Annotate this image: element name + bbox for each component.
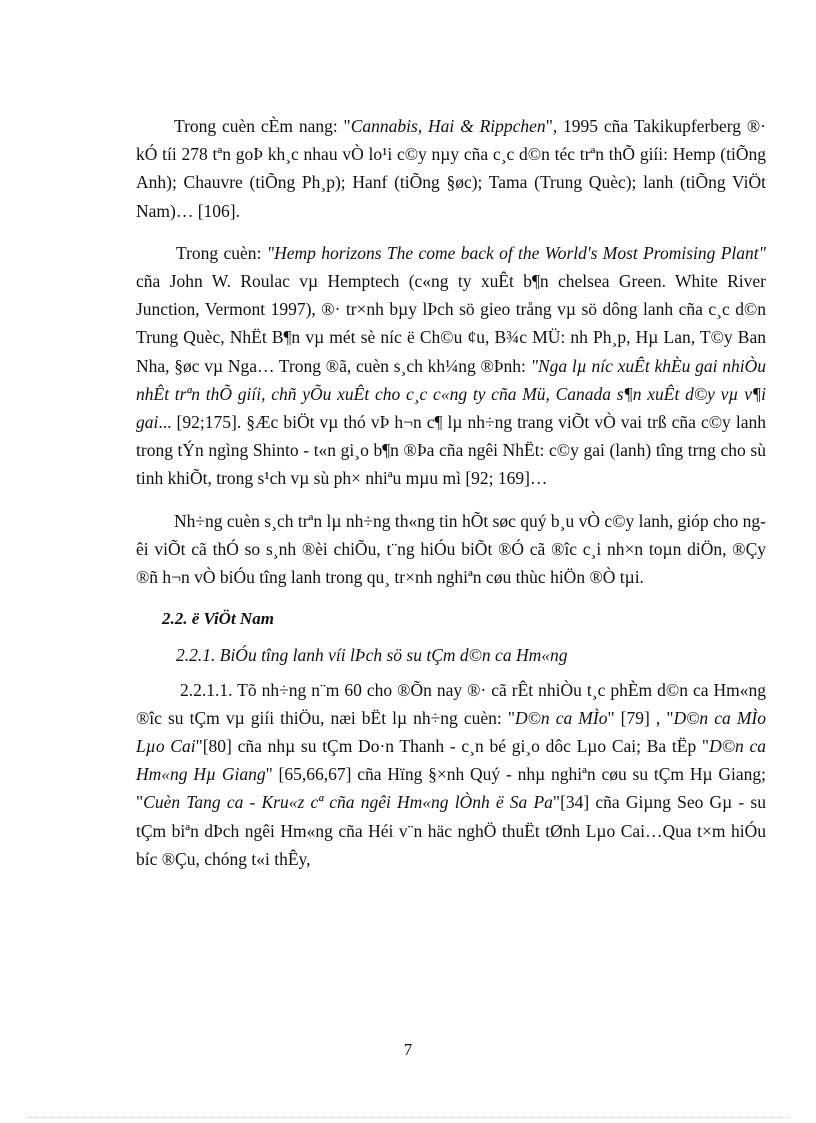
text-run: 2.2.1.1. Tõ nh÷ng n¨m 60 cho ®Õn nay ®· cã rÊt nhiÒu t¸c phÈm d©n ca Hm«ng ®îc su tÇm vµ giíi thiÖu, næi bËt lµ nh÷ng cuèn: " bbox=[136, 679, 766, 728]
book-title: D©n ca MÌo bbox=[514, 707, 608, 728]
book-title: D©n ca MÌo Lµo Cai bbox=[136, 707, 766, 757]
paragraph-1 bbox=[136, 112, 766, 225]
subsection-heading: 2.2.1. BiÓu tîng lanh víi lÞch sö su tÇm d©n ca Hm«ng bbox=[176, 645, 568, 666]
text-run: "[34] cña Giµng Seo Gµ - su tÇm biªn dÞch ngêi Hm«ng cña Héi v¨n häc nghÖ thuËt tØnh Lµo Cai…Qua t×m hiÓu bíc ®Çu, chóng t«i thÊy, bbox=[136, 792, 766, 869]
quotation: "Nga lµ níc xuÊt khÈu gai nhiÒu nhÊt trªn thÕ giíi, chñ yÕu xuÊt cho c¸c c«ng ty cña Mü, Canada s¶n xuÊt d©y vµ v¶i gai bbox=[136, 355, 766, 433]
text-run: Trong cuèn cÈm nang: " bbox=[174, 116, 351, 136]
paragraph-3: Nh÷ng cuèn s¸ch trªn lµ nh÷ng th«ng tin hÕt søc quý b¸u vÒ c©y lanh, gióp cho ngêi viÕt cã thÓ so s¸nh ®èi chiÕu, t¨ng hiÓu biÕt ®Ó cã ®îc c¸i nh×n toµn diÖn, ®Çy ®ñ h¬n vÒ biÓu tîng lanh trong qu¸ tr×nh nghiªn cøu thùc hiÖn ®Ò tµi. bbox=[136, 510, 766, 588]
text-run: "[80] cña nhµ su tÇm Do·n Thanh - c¸n bé gi¸o dôc Lµo Cai; Ba tËp " bbox=[195, 736, 710, 757]
paragraph-4 bbox=[136, 676, 766, 873]
footer-rule bbox=[28, 1117, 788, 1118]
book-title: D©n ca Hm«ng Hµ Giang bbox=[136, 736, 767, 785]
text-run: ... [92;175]. §Æc biÖt vµ thó vÞ h¬n c¶ lµ nh÷ng trang viÕt vÒ vai trß cña c©y lanh trong tÝn ngìng Shinto - t«n gi¸o b¶n ®Þa cña ngêi NhËt: c©y gai (lanh) tîng trng cho sù tinh khiÕt, trong s¹ch vµ sù ph× nhiªu mµu mì [92; 169]… bbox=[136, 412, 766, 489]
text-run: Trong cuèn: bbox=[176, 242, 267, 263]
text-run: ", 1995 cña Takikupferberg ®· kÓ tíi 278 tªn goÞ kh¸c nhau vÒ lo¹i c©y nµy cña c¸c d©n téc trªn thÕ giíi: Hemp (tiÕng Anh); Chauvre (tiÕng Ph¸p); Hanf (tiÕng §øc); Tama (Trung Quèc); lanh (tiÕng ViÖt Nam)… [106]. bbox=[136, 116, 767, 221]
book-title: Cannabis, Hai & Rippchen bbox=[350, 116, 546, 136]
body-text bbox=[136, 112, 766, 887]
text-run: " [79] , " bbox=[607, 707, 674, 728]
book-title: "Hemp horizons The come back of the World's Most Promising Plant" bbox=[266, 242, 766, 263]
section-heading: 2.2. ë ViÖt Nam bbox=[162, 609, 274, 629]
book-title: Cuèn Tang ca - Kru«z cª cña ngêi Hm«ng lÒnh ë Sa Pa bbox=[143, 792, 553, 813]
text-run: cña John W. Roulac vµ Hemptech (c«ng ty xuÊt b¶n chelsea Green. White River Junction, Vermont 1997), ®· tr×nh bµy lÞch sö gieo trång vµ sö dông lanh cña c¸c d©n Trung Quèc, NhËt B¶n vµ mét sè níc ë Ch©u ¢u, B¾c MÜ: nh Ph¸p, Hµ Lan, T©y Ban Nha, §øc vµ Nga… Trong ®ã, cuèn s¸ch kh¼ng ®Þnh: bbox=[136, 271, 766, 376]
text-run: " [65,66,67] cña Hïng §×nh Quý - nhµ nghiªn cøu su tÇm Hµ Giang; " bbox=[136, 764, 766, 813]
paragraph-2 bbox=[136, 239, 766, 493]
page-number: 7 bbox=[403, 1040, 413, 1059]
